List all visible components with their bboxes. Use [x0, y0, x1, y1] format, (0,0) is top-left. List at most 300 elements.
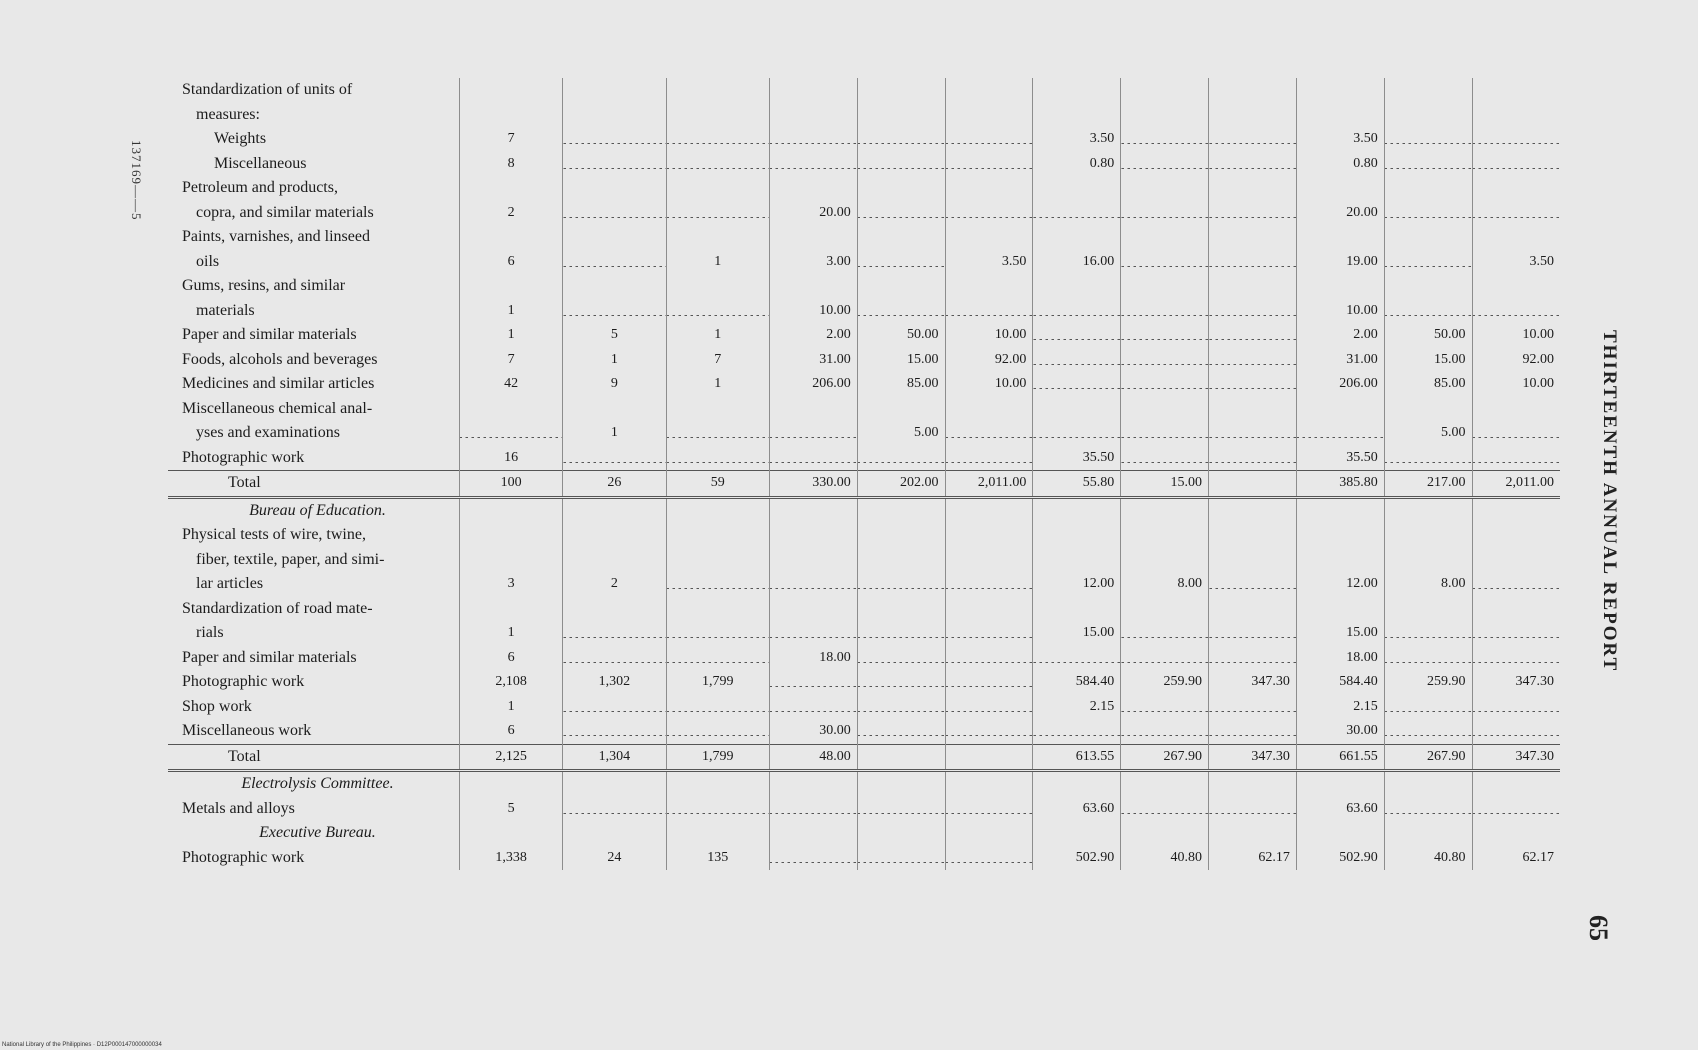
cell-col-5 — [857, 446, 945, 471]
cell-col-8: 40.80 — [1121, 846, 1209, 871]
cell-col-4 — [769, 176, 857, 201]
cell-col-9 — [1209, 572, 1297, 597]
cell-col-7 — [1033, 225, 1121, 250]
cell-col-1: 7 — [459, 127, 562, 152]
cell-col-6 — [945, 176, 1033, 201]
cell-col-11: 259.90 — [1384, 670, 1472, 695]
cell-col-9 — [1209, 274, 1297, 299]
cell-col-4 — [769, 421, 857, 446]
cell-col-3 — [666, 523, 769, 548]
cell-col-9 — [1209, 646, 1297, 671]
cell-col-11: 5.00 — [1384, 421, 1472, 446]
cell-col-11 — [1384, 397, 1472, 422]
cell-col-1: 3 — [459, 572, 562, 597]
cell-col-11 — [1384, 719, 1472, 744]
cell-col-5 — [857, 695, 945, 720]
cell-col-3 — [666, 548, 769, 573]
cell-col-2 — [563, 250, 666, 275]
cell-col-7: 502.90 — [1033, 846, 1121, 871]
cell-col-2: 9 — [563, 372, 666, 397]
table-row — [168, 225, 1560, 250]
cell-col-4 — [769, 597, 857, 622]
cell-col-7: 55.80 — [1033, 471, 1121, 498]
row-description: rials — [168, 621, 459, 646]
cell-col-9 — [1209, 621, 1297, 646]
cell-col-6 — [945, 127, 1033, 152]
row-description: fiber, textile, paper, and simi- — [168, 548, 459, 573]
cell-col-4: 10.00 — [769, 299, 857, 324]
cell-col-11: 40.80 — [1384, 846, 1472, 871]
cell-col-9 — [1209, 250, 1297, 275]
table-row — [168, 421, 1560, 446]
cell-col-4 — [769, 670, 857, 695]
table-row — [168, 299, 1560, 324]
table-row — [168, 621, 1560, 646]
cell-col-6 — [945, 446, 1033, 471]
cell-col-11 — [1384, 821, 1472, 846]
cell-col-2 — [563, 274, 666, 299]
cell-col-6 — [945, 397, 1033, 422]
cell-col-7: 15.00 — [1033, 621, 1121, 646]
cell-col-11 — [1384, 548, 1472, 573]
cell-col-1 — [459, 497, 562, 523]
cell-col-9 — [1209, 103, 1297, 128]
cell-col-11: 267.90 — [1384, 744, 1472, 771]
table-row — [168, 372, 1560, 397]
cell-col-4: 48.00 — [769, 744, 857, 771]
cell-col-4 — [769, 548, 857, 573]
cell-col-5 — [857, 152, 945, 177]
cell-col-6 — [945, 719, 1033, 744]
cell-col-4 — [769, 152, 857, 177]
cell-col-1: 1 — [459, 323, 562, 348]
cell-col-12: 10.00 — [1472, 372, 1560, 397]
cell-col-9 — [1209, 771, 1297, 797]
row-description: Weights — [168, 127, 459, 152]
cell-col-1: 6 — [459, 646, 562, 671]
cell-col-12 — [1472, 497, 1560, 523]
table-row — [168, 103, 1560, 128]
row-description: Petroleum and products, — [168, 176, 459, 201]
cell-col-11 — [1384, 597, 1472, 622]
cell-col-5 — [857, 646, 945, 671]
cell-col-6 — [945, 201, 1033, 226]
cell-col-6 — [945, 274, 1033, 299]
cell-col-4: 2.00 — [769, 323, 857, 348]
section-heading: Electrolysis Committee. — [168, 771, 459, 797]
cell-col-6 — [945, 572, 1033, 597]
cell-col-10 — [1296, 274, 1384, 299]
table-row — [168, 695, 1560, 720]
row-description: Medicines and similar articles — [168, 372, 459, 397]
cell-col-12: 92.00 — [1472, 348, 1560, 373]
cell-col-5 — [857, 670, 945, 695]
cell-col-1: 6 — [459, 719, 562, 744]
cell-col-11: 50.00 — [1384, 323, 1472, 348]
cell-col-7 — [1033, 421, 1121, 446]
cell-col-6: 10.00 — [945, 323, 1033, 348]
section-heading: Executive Bureau. — [168, 821, 459, 846]
cell-col-6 — [945, 497, 1033, 523]
cell-col-11 — [1384, 646, 1472, 671]
cell-col-7: 2.15 — [1033, 695, 1121, 720]
table-row — [168, 78, 1560, 103]
cell-col-3: 1 — [666, 372, 769, 397]
cell-col-7 — [1033, 497, 1121, 523]
row-description: Foods, alcohols and beverages — [168, 348, 459, 373]
cell-col-7 — [1033, 597, 1121, 622]
cell-col-8 — [1121, 274, 1209, 299]
cell-col-12 — [1472, 201, 1560, 226]
cell-col-11: 8.00 — [1384, 572, 1472, 597]
cell-col-7 — [1033, 299, 1121, 324]
cell-col-2 — [563, 719, 666, 744]
row-description: Paper and similar materials — [168, 646, 459, 671]
cell-col-1 — [459, 523, 562, 548]
cell-col-12 — [1472, 78, 1560, 103]
cell-col-3 — [666, 103, 769, 128]
cell-col-2 — [563, 821, 666, 846]
cell-col-6 — [945, 670, 1033, 695]
cell-col-3 — [666, 572, 769, 597]
cell-col-6: 3.50 — [945, 250, 1033, 275]
cell-col-12 — [1472, 397, 1560, 422]
cell-col-11 — [1384, 497, 1472, 523]
table-row — [168, 797, 1560, 822]
cell-col-12 — [1472, 771, 1560, 797]
cell-col-8 — [1121, 523, 1209, 548]
table-row — [168, 348, 1560, 373]
cell-col-6: 2,011.00 — [945, 471, 1033, 498]
cell-col-9 — [1209, 421, 1297, 446]
cell-col-12 — [1472, 548, 1560, 573]
side-reference-code: 137169——5 — [129, 140, 144, 221]
cell-col-6 — [945, 846, 1033, 871]
section-heading-row — [168, 821, 1560, 846]
table-row — [168, 176, 1560, 201]
cell-col-8 — [1121, 372, 1209, 397]
cell-col-11 — [1384, 103, 1472, 128]
cell-col-3 — [666, 597, 769, 622]
cell-col-3: 59 — [666, 471, 769, 498]
cell-col-3 — [666, 421, 769, 446]
section-heading-row — [168, 497, 1560, 523]
cell-col-8 — [1121, 397, 1209, 422]
cell-col-5 — [857, 572, 945, 597]
cell-col-3 — [666, 225, 769, 250]
cell-col-11: 217.00 — [1384, 471, 1472, 498]
row-description: Total — [168, 744, 459, 771]
cell-col-1: 100 — [459, 471, 562, 498]
cell-col-1 — [459, 103, 562, 128]
cell-col-11 — [1384, 250, 1472, 275]
cell-col-5 — [857, 176, 945, 201]
cell-col-5 — [857, 127, 945, 152]
cell-col-10 — [1296, 225, 1384, 250]
cell-col-12 — [1472, 176, 1560, 201]
table-row — [168, 397, 1560, 422]
cell-col-4 — [769, 103, 857, 128]
row-description: Standardization of road mate- — [168, 597, 459, 622]
row-description: Miscellaneous work — [168, 719, 459, 744]
row-description: Photographic work — [168, 846, 459, 871]
cell-col-3 — [666, 274, 769, 299]
scan-footer: National Library of the Philippines · D12P000147000000034 — [2, 1042, 162, 1048]
cell-col-10: 502.90 — [1296, 846, 1384, 871]
cell-col-1 — [459, 176, 562, 201]
row-description: Paper and similar materials — [168, 323, 459, 348]
cell-col-10: 15.00 — [1296, 621, 1384, 646]
cell-col-4: 206.00 — [769, 372, 857, 397]
cell-col-12 — [1472, 821, 1560, 846]
cell-col-9 — [1209, 176, 1297, 201]
cell-col-8: 15.00 — [1121, 471, 1209, 498]
cell-col-8 — [1121, 771, 1209, 797]
cell-col-12: 10.00 — [1472, 323, 1560, 348]
row-description: yses and examinations — [168, 421, 459, 446]
cell-col-8 — [1121, 152, 1209, 177]
cell-col-9 — [1209, 323, 1297, 348]
cell-col-6 — [945, 597, 1033, 622]
table-row — [168, 250, 1560, 275]
cell-col-9 — [1209, 548, 1297, 573]
row-description: Miscellaneous — [168, 152, 459, 177]
cell-col-12: 347.30 — [1472, 670, 1560, 695]
table-row — [168, 323, 1560, 348]
cell-col-10 — [1296, 497, 1384, 523]
cell-col-1: 2,125 — [459, 744, 562, 771]
cell-col-3: 1 — [666, 250, 769, 275]
cell-col-8 — [1121, 821, 1209, 846]
cell-col-2: 26 — [563, 471, 666, 498]
cell-col-5 — [857, 548, 945, 573]
cell-col-4 — [769, 821, 857, 846]
cell-col-4: 30.00 — [769, 719, 857, 744]
cell-col-12 — [1472, 152, 1560, 177]
cell-col-2 — [563, 695, 666, 720]
cell-col-8 — [1121, 225, 1209, 250]
row-description: Standardization of units of — [168, 78, 459, 103]
page-number: 65 — [1584, 915, 1613, 941]
cell-col-1: 16 — [459, 446, 562, 471]
cell-col-10: 12.00 — [1296, 572, 1384, 597]
cell-col-4 — [769, 127, 857, 152]
cell-col-10: 20.00 — [1296, 201, 1384, 226]
table-row — [168, 719, 1560, 744]
cell-col-7: 63.60 — [1033, 797, 1121, 822]
cell-col-9 — [1209, 446, 1297, 471]
row-description: Gums, resins, and similar — [168, 274, 459, 299]
cell-col-2 — [563, 176, 666, 201]
cell-col-3 — [666, 78, 769, 103]
cell-col-5: 202.00 — [857, 471, 945, 498]
cell-col-2 — [563, 523, 666, 548]
cell-col-1 — [459, 225, 562, 250]
cell-col-10 — [1296, 821, 1384, 846]
cell-col-4: 330.00 — [769, 471, 857, 498]
cell-col-3 — [666, 497, 769, 523]
cell-col-2: 1 — [563, 348, 666, 373]
cell-col-2 — [563, 446, 666, 471]
cell-col-10: 35.50 — [1296, 446, 1384, 471]
cell-col-3: 1 — [666, 323, 769, 348]
cell-col-5 — [857, 250, 945, 275]
cell-col-11 — [1384, 771, 1472, 797]
cell-col-3: 1,799 — [666, 744, 769, 771]
cell-col-5 — [857, 597, 945, 622]
cell-col-9 — [1209, 719, 1297, 744]
cell-col-10 — [1296, 523, 1384, 548]
cell-col-5 — [857, 299, 945, 324]
total-row — [168, 471, 1560, 498]
cell-col-6: 10.00 — [945, 372, 1033, 397]
cell-col-8: 259.90 — [1121, 670, 1209, 695]
cell-col-7 — [1033, 323, 1121, 348]
cell-col-4 — [769, 446, 857, 471]
cell-col-4 — [769, 397, 857, 422]
cell-col-6 — [945, 771, 1033, 797]
cell-col-1 — [459, 821, 562, 846]
cell-col-10: 206.00 — [1296, 372, 1384, 397]
cell-col-8 — [1121, 497, 1209, 523]
cell-col-10 — [1296, 397, 1384, 422]
cell-col-8 — [1121, 421, 1209, 446]
cell-col-2: 5 — [563, 323, 666, 348]
row-description: Metals and alloys — [168, 797, 459, 822]
cell-col-11 — [1384, 78, 1472, 103]
cell-col-1: 2 — [459, 201, 562, 226]
cell-col-3 — [666, 797, 769, 822]
cell-col-11 — [1384, 225, 1472, 250]
cell-col-2 — [563, 397, 666, 422]
cell-col-3: 135 — [666, 846, 769, 871]
cell-col-6 — [945, 78, 1033, 103]
cell-col-9 — [1209, 471, 1297, 498]
cell-col-1 — [459, 548, 562, 573]
cell-col-4 — [769, 225, 857, 250]
cell-col-4: 31.00 — [769, 348, 857, 373]
row-description: materials — [168, 299, 459, 324]
cell-col-7: 12.00 — [1033, 572, 1121, 597]
table-row — [168, 152, 1560, 177]
table-row — [168, 846, 1560, 871]
cell-col-5: 85.00 — [857, 372, 945, 397]
cell-col-5 — [857, 846, 945, 871]
cell-col-1: 42 — [459, 372, 562, 397]
cell-col-8 — [1121, 127, 1209, 152]
cell-col-2 — [563, 152, 666, 177]
cell-col-7 — [1033, 201, 1121, 226]
cell-col-2 — [563, 103, 666, 128]
cell-col-3 — [666, 719, 769, 744]
cell-col-11 — [1384, 176, 1472, 201]
cell-col-12 — [1472, 421, 1560, 446]
cell-col-9 — [1209, 797, 1297, 822]
cell-col-11 — [1384, 446, 1472, 471]
cell-col-8 — [1121, 646, 1209, 671]
cell-col-6 — [945, 621, 1033, 646]
row-description: Photographic work — [168, 670, 459, 695]
cell-col-3 — [666, 621, 769, 646]
table-row — [168, 597, 1560, 622]
cell-col-5 — [857, 225, 945, 250]
cell-col-2: 2 — [563, 572, 666, 597]
table-row — [168, 201, 1560, 226]
cell-col-2 — [563, 497, 666, 523]
cell-col-9 — [1209, 821, 1297, 846]
cell-col-3 — [666, 646, 769, 671]
total-row — [168, 744, 1560, 771]
cell-col-9: 347.30 — [1209, 670, 1297, 695]
cell-col-12 — [1472, 572, 1560, 597]
row-description: Total — [168, 471, 459, 498]
row-description: Miscellaneous chemical anal- — [168, 397, 459, 422]
cell-col-10: 30.00 — [1296, 719, 1384, 744]
cell-col-12 — [1472, 274, 1560, 299]
cell-col-10: 10.00 — [1296, 299, 1384, 324]
cell-col-11 — [1384, 299, 1472, 324]
cell-col-12 — [1472, 299, 1560, 324]
cell-col-6: 92.00 — [945, 348, 1033, 373]
cell-col-2: 1,302 — [563, 670, 666, 695]
cell-col-1 — [459, 274, 562, 299]
cell-col-9 — [1209, 299, 1297, 324]
cell-col-3 — [666, 299, 769, 324]
cell-col-4 — [769, 797, 857, 822]
cell-col-3 — [666, 152, 769, 177]
cell-col-12 — [1472, 103, 1560, 128]
cell-col-9 — [1209, 78, 1297, 103]
cell-col-7 — [1033, 103, 1121, 128]
row-description: Paints, varnishes, and linseed — [168, 225, 459, 250]
row-description: measures: — [168, 103, 459, 128]
cell-col-9 — [1209, 695, 1297, 720]
cell-col-9 — [1209, 127, 1297, 152]
cell-col-5 — [857, 621, 945, 646]
cell-col-12 — [1472, 621, 1560, 646]
cell-col-6 — [945, 797, 1033, 822]
cell-col-10: 0.80 — [1296, 152, 1384, 177]
cell-col-5 — [857, 719, 945, 744]
cell-col-1 — [459, 771, 562, 797]
cell-col-2 — [563, 797, 666, 822]
table-row — [168, 523, 1560, 548]
cell-col-7 — [1033, 646, 1121, 671]
work-statistics-table — [168, 78, 1560, 870]
cell-col-5 — [857, 497, 945, 523]
cell-col-11 — [1384, 201, 1472, 226]
cell-col-1: 1,338 — [459, 846, 562, 871]
cell-col-11 — [1384, 621, 1472, 646]
cell-col-9 — [1209, 523, 1297, 548]
cell-col-6 — [945, 523, 1033, 548]
cell-col-1: 7 — [459, 348, 562, 373]
cell-col-6 — [945, 548, 1033, 573]
cell-col-12: 3.50 — [1472, 250, 1560, 275]
table-row — [168, 446, 1560, 471]
cell-col-8: 8.00 — [1121, 572, 1209, 597]
row-description: Photographic work — [168, 446, 459, 471]
cell-col-12: 62.17 — [1472, 846, 1560, 871]
table-row — [168, 646, 1560, 671]
cell-col-2: 1 — [563, 421, 666, 446]
cell-col-7 — [1033, 548, 1121, 573]
cell-col-8 — [1121, 621, 1209, 646]
cell-col-6 — [945, 103, 1033, 128]
cell-col-7 — [1033, 397, 1121, 422]
cell-col-5 — [857, 274, 945, 299]
cell-col-5: 5.00 — [857, 421, 945, 446]
